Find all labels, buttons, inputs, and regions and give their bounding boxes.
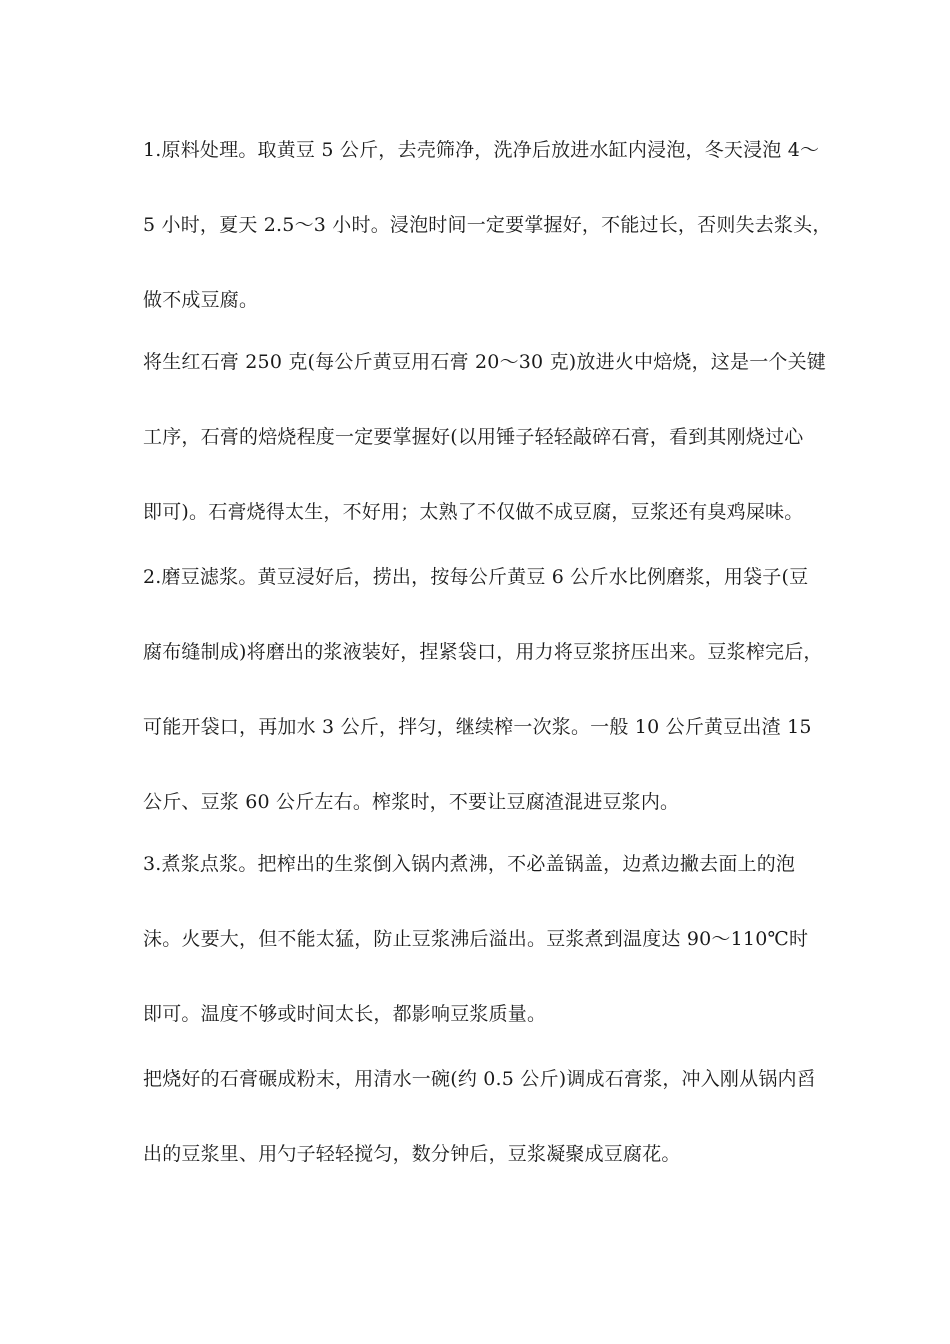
text-line: 可能开袋口，再加水 3 公斤，拌匀，继续榨一次浆。一般 10 公斤黄豆出渣 15 — [143, 716, 812, 738]
text-line: 即可)。石膏烧得太生，不好用；太熟了不仅做不成豆腐，豆浆还有臭鸡屎味。 — [143, 501, 804, 523]
text-line: 5 小时，夏天 2.5～3 小时。浸泡时间一定要掌握好，不能过长，否则失去浆头， — [143, 214, 832, 236]
text-line: 即可。温度不够或时间太长，都影响豆浆质量。 — [143, 1003, 547, 1025]
text-line: 公斤、豆浆 60 公斤左右。榨浆时，不要让豆腐渣混进豆浆内。 — [143, 791, 680, 813]
text-line: 出的豆浆里、用勺子轻轻搅匀，数分钟后，豆浆凝聚成豆腐花。 — [143, 1143, 681, 1165]
text-line: 1.原料处理。取黄豆 5 公斤，去壳筛净，洗净后放进水缸内浸泡，冬天浸泡 4～ — [143, 139, 820, 161]
text-line: 做不成豆腐。 — [143, 289, 259, 311]
text-line: 沫。火要大，但不能太猛，防止豆浆沸后溢出。豆浆煮到温度达 90～110℃时 — [143, 928, 809, 950]
text-line: 把烧好的石膏碾成粉末，用清水一碗(约 0.5 公斤)调成石膏浆，冲入刚从锅内舀 — [143, 1068, 816, 1090]
text-line: 腐布缝制成)将磨出的浆液装好，捏紧袋口，用力将豆浆挤压出来。豆浆榨完后， — [143, 641, 823, 663]
text-line: 2.磨豆滤浆。黄豆浸好后，捞出，按每公斤黄豆 6 公斤水比例磨浆，用袋子(豆 — [143, 566, 809, 588]
text-line: 将生红石膏 250 克(每公斤黄豆用石膏 20～30 克)放进火中焙烧，这是一个关键 — [143, 351, 827, 373]
text-line: 工序，石膏的焙烧程度一定要掌握好(以用锤子轻轻敲碎石膏，看到其刚烧过心 — [143, 426, 804, 448]
text-line: 3.煮浆点浆。把榨出的生浆倒入锅内煮沸，不必盖锅盖，边煮边撇去面上的泡 — [143, 853, 796, 875]
